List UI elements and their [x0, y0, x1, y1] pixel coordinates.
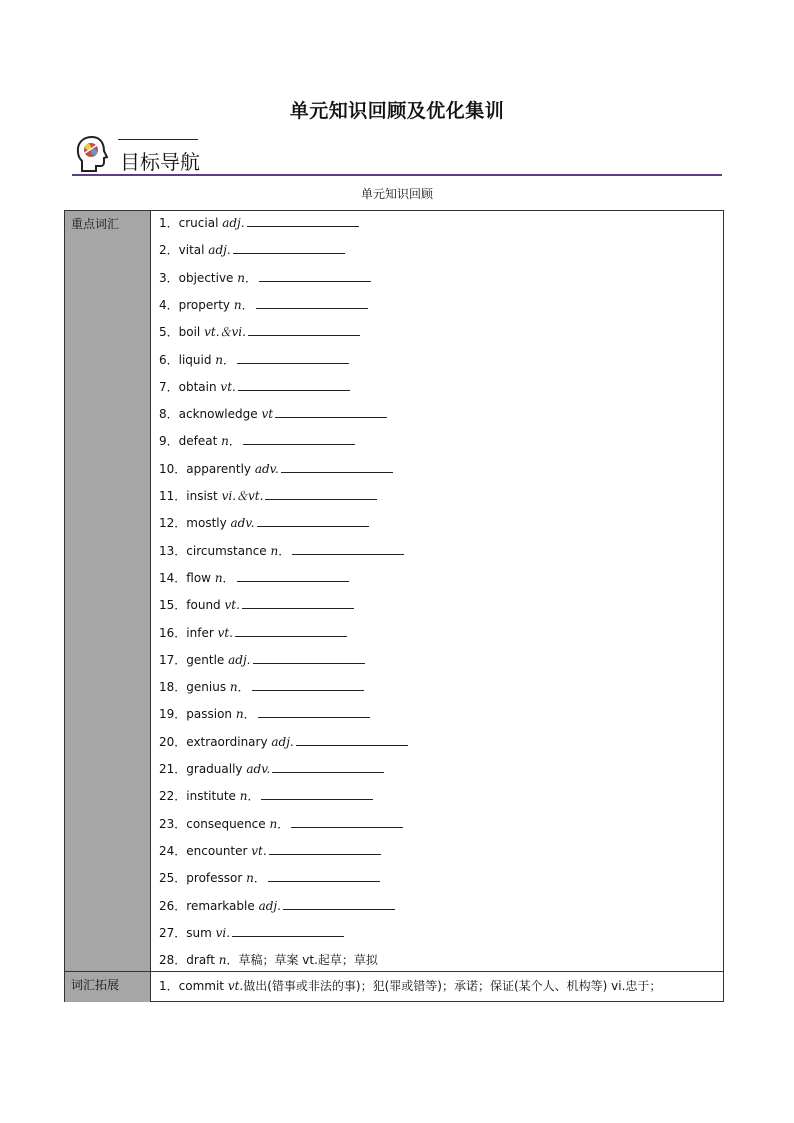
- item-number: 14．: [159, 570, 187, 585]
- answer-blank[interactable]: [252, 678, 364, 691]
- item-word: passion: [186, 707, 236, 722]
- item-word: professor: [186, 871, 247, 886]
- item-word: gentle: [186, 652, 229, 667]
- vocabulary-item: [159, 240, 345, 260]
- nav-divider: [72, 174, 722, 176]
- answer-blank[interactable]: [232, 924, 344, 937]
- item-word: obtain: [178, 379, 221, 394]
- item-number: 27．: [159, 925, 187, 940]
- item-word: flow: [186, 570, 215, 585]
- item-separator: ．: [222, 570, 235, 585]
- item-word: remarkable: [186, 898, 259, 913]
- item-pos: n: [270, 543, 279, 558]
- item-word: consequence: [186, 816, 270, 831]
- item-pos: n: [233, 297, 242, 312]
- item-word: boil: [178, 325, 205, 340]
- item-separator: ．: [223, 352, 236, 367]
- answer-blank[interactable]: [292, 542, 404, 555]
- answer-blank[interactable]: [283, 897, 395, 910]
- answer-blank[interactable]: [269, 842, 381, 855]
- item-pos: n: [229, 680, 238, 695]
- answer-blank[interactable]: [275, 405, 387, 418]
- item-number: 25．: [159, 871, 187, 886]
- item-pos: vi.＆vt.: [221, 489, 264, 503]
- item-word: draft: [186, 953, 219, 968]
- item-number: 8．: [159, 407, 179, 422]
- section-label-key-vocabulary: 重点词汇: [65, 211, 151, 971]
- item-word: found: [186, 598, 225, 613]
- item-number: 1．: [159, 979, 179, 993]
- vocabulary-item: [159, 650, 365, 670]
- vocabulary-item: [159, 486, 377, 506]
- item-number: 6．: [159, 352, 179, 367]
- section-subtitle: 单元知识回顾: [360, 187, 433, 201]
- item-word: encounter: [186, 843, 252, 858]
- answer-blank[interactable]: [265, 487, 377, 500]
- vocabulary-item: [159, 868, 380, 888]
- item-separator: ．: [241, 297, 254, 312]
- vocabulary-item: [159, 841, 381, 861]
- vocabulary-item: [159, 759, 384, 779]
- item-number: 13．: [159, 543, 187, 558]
- vocabulary-item: [159, 513, 369, 533]
- vocabulary-item: [159, 350, 349, 370]
- item-number: 7．: [159, 379, 179, 394]
- item-number: 22．: [159, 789, 187, 804]
- answer-blank[interactable]: [253, 651, 365, 664]
- item-number: 19．: [159, 707, 187, 722]
- item-number: 24．: [159, 843, 187, 858]
- answer-blank[interactable]: [296, 733, 408, 746]
- item-word: apparently: [186, 461, 255, 476]
- section-label-vocabulary-extension: 词汇拓展: [65, 971, 151, 1002]
- item-number: 17．: [159, 652, 187, 667]
- item-pos: n: [221, 434, 229, 449]
- answer-blank[interactable]: [257, 514, 369, 527]
- item-word: defeat: [178, 434, 222, 449]
- item-word: institute: [186, 789, 240, 804]
- item-word: objective: [178, 270, 238, 285]
- nav-label: 目标导航: [120, 150, 200, 174]
- item-number: 10．: [159, 461, 187, 476]
- vocabulary-item: [159, 295, 368, 315]
- item-pos: n: [239, 789, 248, 804]
- answer-blank[interactable]: [258, 705, 370, 718]
- item-pos: adj.: [258, 898, 281, 913]
- item-pos: n: [235, 707, 244, 722]
- item-pos: vt: [261, 407, 274, 422]
- answer-blank[interactable]: [259, 269, 371, 282]
- item-separator: ．: [237, 680, 250, 695]
- item-word: acknowledge: [178, 407, 262, 422]
- item-pos: n: [218, 953, 227, 968]
- answer-blank[interactable]: [242, 596, 354, 609]
- item-pos: adj.: [208, 243, 231, 258]
- item-word: extraordinary: [186, 734, 272, 749]
- answer-blank[interactable]: [248, 323, 360, 336]
- section-nav-header: [72, 134, 722, 178]
- extension-item: [159, 977, 661, 994]
- item-pos: vt.: [251, 843, 267, 858]
- item-number: 26．: [159, 898, 187, 913]
- item-word: mostly: [186, 516, 231, 531]
- item-pos: n: [246, 871, 254, 886]
- item-number: 23．: [159, 816, 187, 831]
- item-separator: ．: [253, 871, 266, 886]
- item-number: 1．: [159, 216, 179, 230]
- vocabulary-item: [159, 704, 370, 724]
- item-separator: ．: [278, 543, 291, 558]
- answer-blank[interactable]: [256, 296, 368, 309]
- head-brain-icon: [74, 134, 112, 174]
- vocabulary-item: [159, 404, 387, 424]
- item-number: 20．: [159, 734, 187, 749]
- item-pos: vt.: [227, 979, 244, 993]
- item-pos: n: [215, 352, 224, 367]
- item-separator: ．: [247, 789, 260, 804]
- item-number: 11．: [159, 489, 187, 503]
- item-pos: vt.＆vi.: [204, 325, 246, 340]
- item-separator: ．: [243, 707, 256, 722]
- answer-blank[interactable]: [238, 378, 350, 391]
- nav-overline: [118, 139, 198, 140]
- item-number: 4．: [159, 297, 179, 312]
- item-pos: vt.: [220, 379, 236, 394]
- answer-blank[interactable]: [247, 214, 359, 227]
- item-number: 15．: [159, 598, 187, 613]
- item-definition: 做出(错事或非法的事)；犯(罪或错等)；承诺；保证(某个人、机构等) vi.忠于；: [243, 979, 662, 993]
- vocabulary-item: [159, 541, 404, 561]
- item-word: crucial: [178, 216, 223, 230]
- item-pos: adj.: [228, 652, 251, 667]
- item-number: 2．: [159, 243, 179, 258]
- answer-blank[interactable]: [291, 815, 403, 828]
- vocabulary-item: [159, 896, 395, 916]
- page-title: 单元知识回顾及优化集训: [289, 100, 505, 122]
- item-number: 28．: [159, 953, 187, 968]
- item-pos: adv.: [246, 762, 271, 776]
- vocabulary-item: [159, 568, 349, 588]
- vocabulary-item: [159, 322, 360, 342]
- item-number: 12．: [159, 516, 187, 531]
- item-separator: ．: [228, 434, 241, 449]
- item-word: infer: [186, 625, 218, 640]
- item-number: 3．: [159, 270, 179, 285]
- item-number: 16．: [159, 625, 187, 640]
- item-separator: ．: [245, 270, 258, 285]
- answer-blank[interactable]: [237, 351, 349, 364]
- vocabulary-item: [159, 459, 393, 479]
- answer-blank[interactable]: [233, 241, 345, 254]
- item-separator: ．: [226, 953, 239, 968]
- item-pos: vt.: [217, 625, 233, 640]
- answer-blank[interactable]: [281, 460, 393, 473]
- item-word: insist: [186, 489, 222, 503]
- item-separator: ．: [277, 816, 290, 831]
- item-number: 21．: [159, 762, 187, 776]
- item-word: commit: [178, 979, 228, 993]
- item-pos: n: [237, 270, 245, 285]
- vocabulary-item: [159, 431, 355, 451]
- item-pos: adj.: [271, 734, 294, 749]
- vocabulary-item: [159, 923, 344, 943]
- vocabulary-item: [159, 213, 359, 233]
- vocabulary-item: [159, 732, 408, 752]
- vocabulary-item: [159, 677, 364, 697]
- vocabulary-item: [159, 623, 347, 643]
- item-pos: vt.: [224, 598, 240, 613]
- item-word: vital: [178, 243, 209, 258]
- item-word: liquid: [178, 352, 216, 367]
- item-pos: n: [214, 570, 223, 585]
- answer-blank[interactable]: [243, 432, 355, 445]
- vocabulary-item: [159, 595, 354, 615]
- item-pos: n: [269, 816, 278, 831]
- item-word: property: [178, 297, 234, 312]
- vocabulary-item: [159, 268, 371, 288]
- item-definition: 草稿；草案 vt.起草；草拟: [238, 953, 378, 968]
- item-number: 18．: [159, 680, 187, 695]
- item-pos: adj.: [222, 216, 245, 230]
- item-number: 5．: [159, 325, 179, 340]
- row-divider: [151, 971, 724, 972]
- answer-blank[interactable]: [235, 624, 347, 637]
- item-word: sum: [186, 925, 216, 940]
- vocabulary-item: [159, 377, 350, 397]
- item-pos: adv.: [254, 461, 279, 476]
- item-pos: adv.: [230, 516, 255, 531]
- answer-blank[interactable]: [272, 760, 384, 773]
- item-number: 9．: [159, 434, 179, 449]
- answer-blank[interactable]: [261, 787, 373, 800]
- vocabulary-item: [159, 786, 373, 806]
- vocabulary-item: [159, 950, 378, 970]
- answer-blank[interactable]: [237, 569, 349, 582]
- item-pos: vi.: [215, 925, 231, 940]
- item-word: circumstance: [186, 543, 271, 558]
- answer-blank[interactable]: [268, 869, 380, 882]
- vocabulary-item: [159, 814, 403, 834]
- item-word: genius: [186, 680, 230, 695]
- vocabulary-table: [64, 210, 724, 1002]
- item-word: gradually: [186, 762, 247, 776]
